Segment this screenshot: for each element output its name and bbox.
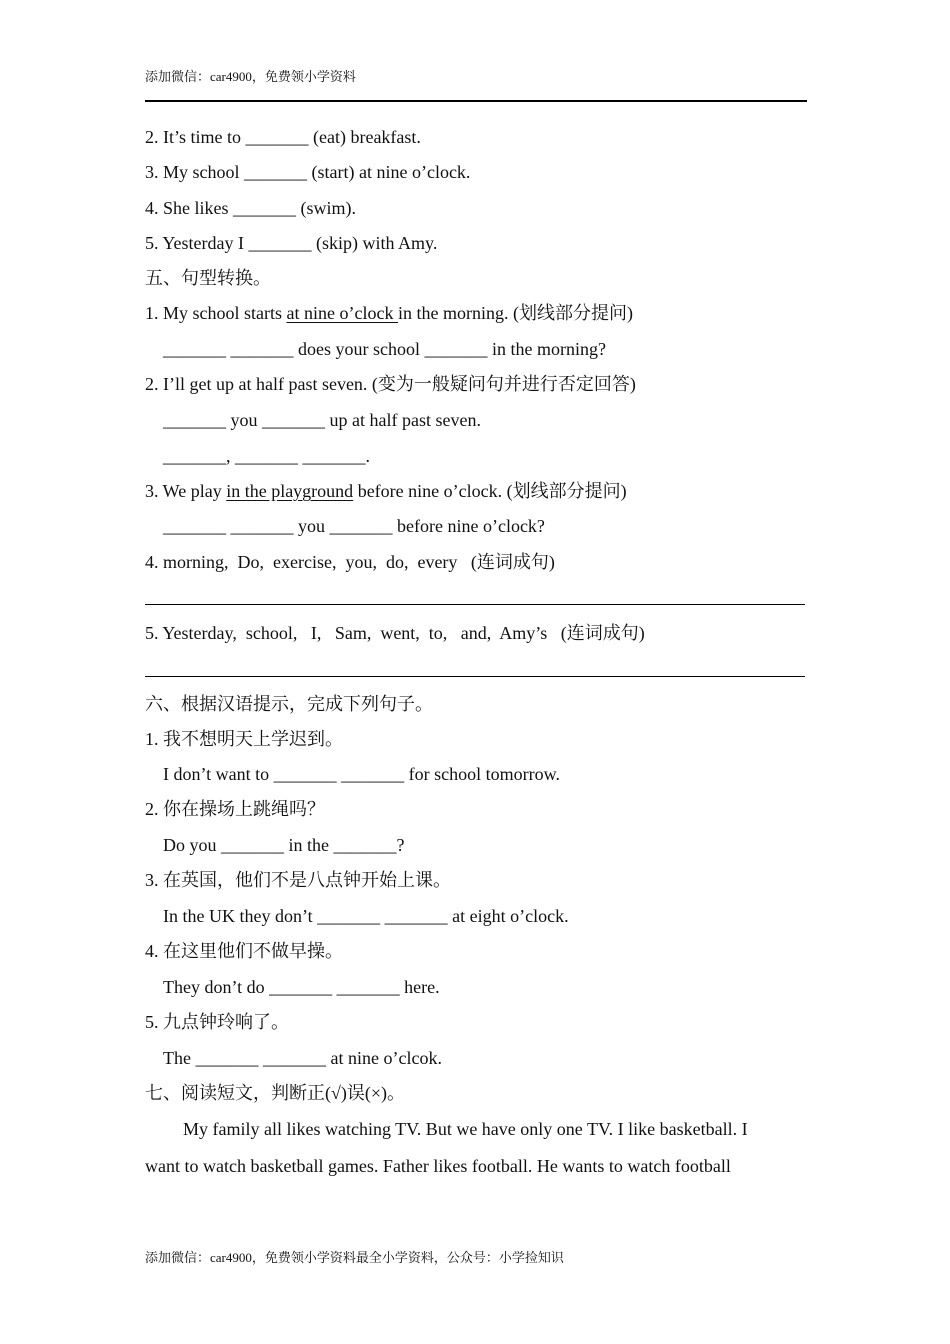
s5-q3-underlined: in the playground xyxy=(226,481,354,501)
section5-title: 五、句型转换。 xyxy=(145,268,271,288)
s5-q2-answer1: _______ you _______ up at half past seven. xyxy=(163,410,481,430)
s5-q2-answer2: _______, _______ _______. xyxy=(163,446,370,466)
s5-q3-post: before nine o’clock. (划线部分提问) xyxy=(353,481,627,501)
s6-q1-cn: 1. 我不想明天上学迟到。 xyxy=(145,729,343,749)
s4-q2: 2. It’s time to _______ (eat) breakfast. xyxy=(145,127,421,147)
page-footer-note: 添加微信：car4900，免费领小学资料最全小学资料，公众号：小学捡知识 xyxy=(145,1250,564,1265)
s5-q5-answer-line xyxy=(145,676,805,677)
s5-q5: 5. Yesterday, school, I, Sam, went, to, and, Amy’s (连词成句) xyxy=(145,623,645,643)
section7-title: 七、阅读短文，判断正(√)误(×)。 xyxy=(145,1083,406,1103)
s6-q4-cn: 4. 在这里他们不做早操。 xyxy=(145,941,343,961)
s5-q2: 2. I’ll get up at half past seven. (变为一般疑问句并进行否定回答) xyxy=(145,374,636,394)
page-header-note: 添加微信：car4900，免费领小学资料 xyxy=(145,69,356,84)
s5-q3 xyxy=(145,480,627,502)
s5-q4-answer-line xyxy=(145,604,805,605)
header-rule xyxy=(145,100,807,102)
s6-q4-en: They don’t do _______ _______ here. xyxy=(163,977,440,997)
s5-q3-answer: _______ _______ you _______ before nine o’clock? xyxy=(163,516,545,536)
s5-q1-post: in the morning. (划线部分提问) xyxy=(397,303,633,323)
s6-q2-cn: 2. 你在操场上跳绳吗？ xyxy=(145,799,325,819)
s4-q4: 4. She likes _______ (swim). xyxy=(145,198,356,218)
s4-q5: 5. Yesterday I _______ (skip) with Amy. xyxy=(145,233,438,253)
s6-q2-en: Do you _______ in the _______? xyxy=(163,835,405,855)
section6-title: 六、根据汉语提示，完成下列句子。 xyxy=(145,694,433,714)
s6-q1-en: I don’t want to _______ _______ for school tomorrow. xyxy=(163,764,560,784)
s6-q3-en: In the UK they don’t _______ _______ at eight o’clock. xyxy=(163,906,569,926)
s6-q5-en: The _______ _______ at nine o’clcok. xyxy=(163,1048,442,1068)
s7-passage-line2: want to watch basketball games. Father likes football. He wants to watch football xyxy=(145,1156,731,1176)
s7-passage-line1: My family all likes watching TV. But we have only one TV. I like basketball. I xyxy=(183,1119,748,1139)
s6-q5-cn: 5. 九点钟玲响了。 xyxy=(145,1012,289,1032)
s4-q3: 3. My school _______ (start) at nine o’clock. xyxy=(145,162,471,182)
s5-q4: 4. morning, Do, exercise, you, do, every (连词成句) xyxy=(145,552,555,572)
s5-q3-pre: 3. We play xyxy=(145,481,227,501)
s5-q1 xyxy=(145,302,633,324)
s5-q1-answer: _______ _______ does your school _______ in the morning? xyxy=(163,339,606,359)
s5-q1-underlined: at nine o’clock xyxy=(286,303,398,323)
s6-q3-cn: 3. 在英国，他们不是八点钟开始上课。 xyxy=(145,870,451,890)
s5-q1-pre: 1. My school starts xyxy=(145,303,287,323)
